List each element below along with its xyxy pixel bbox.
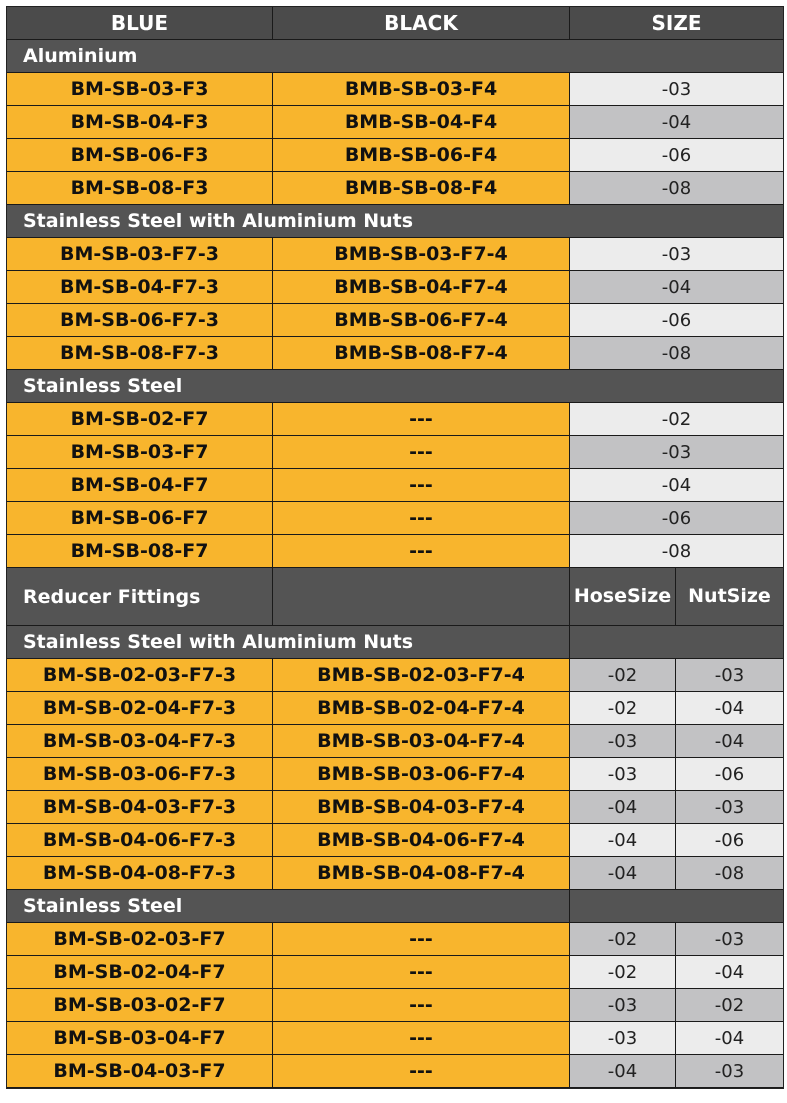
nut-size-line-1: Nut	[688, 585, 727, 607]
black-part-number: BMB-SB-04-F7-4	[273, 271, 570, 304]
reducer-fittings-heading: Reducer Fittings	[7, 568, 273, 626]
blue-part-number: BM-SB-02-03-F7-3	[7, 659, 273, 692]
section-title: Stainless Steel	[7, 370, 783, 403]
section-header-blank	[570, 626, 783, 659]
column-header-black: BLACK	[273, 7, 570, 40]
blue-part-number: BM-SB-04-F7-3	[7, 271, 273, 304]
table-row	[7, 989, 783, 1022]
size-value: -03	[570, 73, 783, 106]
size-value: -04	[570, 469, 783, 502]
nut-size-value: -04	[676, 692, 783, 725]
section-header	[7, 40, 783, 73]
black-part-number: ---	[273, 502, 570, 535]
table-row	[7, 469, 783, 502]
table-row	[7, 502, 783, 535]
table-row	[7, 73, 783, 106]
blue-part-number: BM-SB-04-06-F7-3	[7, 824, 273, 857]
table-row	[7, 436, 783, 469]
black-part-number: BMB-SB-06-F4	[273, 139, 570, 172]
black-part-number: ---	[273, 989, 570, 1022]
hose-size-value: -02	[570, 659, 676, 692]
black-part-number: BMB-SB-03-F4	[273, 73, 570, 106]
black-part-number: BMB-SB-04-F4	[273, 106, 570, 139]
section-header-blank	[570, 890, 783, 923]
standard-sections	[7, 40, 783, 568]
section-title: Stainless Steel	[7, 890, 570, 923]
table-row	[7, 857, 783, 890]
black-part-number: ---	[273, 469, 570, 502]
blue-part-number: BM-SB-02-04-F7-3	[7, 692, 273, 725]
size-value: -06	[570, 304, 783, 337]
blue-part-number: BM-SB-03-F7	[7, 436, 273, 469]
blue-part-number: BM-SB-03-04-F7-3	[7, 725, 273, 758]
blue-part-number: BM-SB-06-F3	[7, 139, 273, 172]
nut-size-value: -06	[676, 824, 783, 857]
hose-size-value: -03	[570, 989, 676, 1022]
fittings-table	[6, 6, 784, 1089]
hose-size-value: -02	[570, 923, 676, 956]
hose-size-value: -04	[570, 824, 676, 857]
blue-part-number: BM-SB-04-03-F7-3	[7, 791, 273, 824]
blue-part-number: BM-SB-03-F7-3	[7, 238, 273, 271]
table-row	[7, 139, 783, 172]
blue-part-number: BM-SB-03-04-F7	[7, 1022, 273, 1055]
black-part-number: ---	[273, 403, 570, 436]
blue-part-number: BM-SB-03-F3	[7, 73, 273, 106]
blue-part-number: BM-SB-06-F7-3	[7, 304, 273, 337]
size-value: -06	[570, 139, 783, 172]
black-part-number: BMB-SB-04-08-F7-4	[273, 857, 570, 890]
black-part-number: ---	[273, 1022, 570, 1055]
nut-size-value: -04	[676, 1022, 783, 1055]
reducer-section-header	[7, 626, 783, 659]
size-value: -03	[570, 238, 783, 271]
nut-size-value: -06	[676, 758, 783, 791]
blue-part-number: BM-SB-06-F7	[7, 502, 273, 535]
hose-size-value: -04	[570, 857, 676, 890]
blue-part-number: BM-SB-02-04-F7	[7, 956, 273, 989]
section-header	[7, 370, 783, 403]
hose-size-line-1: Hose	[573, 585, 627, 607]
reducer-header-row	[7, 568, 783, 626]
blue-part-number: BM-SB-03-02-F7	[7, 989, 273, 1022]
table-row	[7, 692, 783, 725]
table-row	[7, 172, 783, 205]
nut-size-value: -04	[676, 725, 783, 758]
black-part-number: ---	[273, 1055, 570, 1088]
black-part-number: ---	[273, 535, 570, 568]
table-row	[7, 1022, 783, 1055]
section-title: Aluminium	[7, 40, 783, 73]
blue-part-number: BM-SB-04-08-F7-3	[7, 857, 273, 890]
table-row	[7, 106, 783, 139]
section-header	[7, 205, 783, 238]
black-part-number: BMB-SB-03-04-F7-4	[273, 725, 570, 758]
reducer-header-blank	[273, 568, 570, 626]
black-part-number: BMB-SB-06-F7-4	[273, 304, 570, 337]
size-value: -03	[570, 436, 783, 469]
hose-size-value: -02	[570, 692, 676, 725]
section-title: Stainless Steel with Aluminium Nuts	[7, 205, 783, 238]
column-header-size: SIZE	[570, 7, 783, 40]
black-part-number: BMB-SB-03-06-F7-4	[273, 758, 570, 791]
black-part-number: BMB-SB-04-06-F7-4	[273, 824, 570, 857]
nut-size-value: -03	[676, 791, 783, 824]
table-row	[7, 304, 783, 337]
black-part-number: ---	[273, 956, 570, 989]
nut-size-value: -03	[676, 659, 783, 692]
black-part-number: BMB-SB-04-03-F7-4	[273, 791, 570, 824]
size-value: -08	[570, 337, 783, 370]
black-part-number: BMB-SB-08-F7-4	[273, 337, 570, 370]
table-row	[7, 923, 783, 956]
black-part-number: BMB-SB-02-04-F7-4	[273, 692, 570, 725]
size-value: -04	[570, 106, 783, 139]
blue-part-number: BM-SB-08-F7	[7, 535, 273, 568]
size-value: -04	[570, 271, 783, 304]
nut-size-value: -03	[676, 1055, 783, 1088]
size-value: -02	[570, 403, 783, 436]
table-row	[7, 758, 783, 791]
table-row	[7, 535, 783, 568]
black-part-number: BMB-SB-03-F7-4	[273, 238, 570, 271]
hose-size-value: -02	[570, 956, 676, 989]
section-title: Stainless Steel with Aluminium Nuts	[7, 626, 570, 659]
size-value: -08	[570, 535, 783, 568]
hose-size-header	[570, 568, 676, 626]
column-header-blue: BLUE	[7, 7, 273, 40]
reducer-sections	[7, 626, 783, 1088]
blue-part-number: BM-SB-02-03-F7	[7, 923, 273, 956]
hose-size-value: -03	[570, 758, 676, 791]
table-row	[7, 824, 783, 857]
table-row	[7, 725, 783, 758]
nut-size-value: -03	[676, 923, 783, 956]
reducer-section-header	[7, 890, 783, 923]
table-row	[7, 1055, 783, 1088]
nut-size-line-2: Size	[726, 585, 771, 607]
blue-part-number: BM-SB-08-F3	[7, 172, 273, 205]
blue-part-number: BM-SB-08-F7-3	[7, 337, 273, 370]
table-row	[7, 659, 783, 692]
size-value: -08	[570, 172, 783, 205]
black-part-number: BMB-SB-02-03-F7-4	[273, 659, 570, 692]
table-row	[7, 238, 783, 271]
nut-size-header	[676, 568, 783, 626]
header-row	[7, 7, 783, 40]
hose-size-line-2: Size	[627, 585, 672, 607]
black-part-number: BMB-SB-08-F4	[273, 172, 570, 205]
blue-part-number: BM-SB-03-06-F7-3	[7, 758, 273, 791]
table-row	[7, 956, 783, 989]
blue-part-number: BM-SB-04-F3	[7, 106, 273, 139]
hose-size-value: -04	[570, 791, 676, 824]
hose-size-value: -03	[570, 725, 676, 758]
blue-part-number: BM-SB-04-03-F7	[7, 1055, 273, 1088]
nut-size-value: -02	[676, 989, 783, 1022]
nut-size-value: -04	[676, 956, 783, 989]
table-row	[7, 271, 783, 304]
blue-part-number: BM-SB-04-F7	[7, 469, 273, 502]
hose-size-value: -04	[570, 1055, 676, 1088]
black-part-number: ---	[273, 923, 570, 956]
table-row	[7, 791, 783, 824]
black-part-number: ---	[273, 436, 570, 469]
table-row	[7, 403, 783, 436]
table-row	[7, 337, 783, 370]
blue-part-number: BM-SB-02-F7	[7, 403, 273, 436]
nut-size-value: -08	[676, 857, 783, 890]
hose-size-value: -03	[570, 1022, 676, 1055]
size-value: -06	[570, 502, 783, 535]
